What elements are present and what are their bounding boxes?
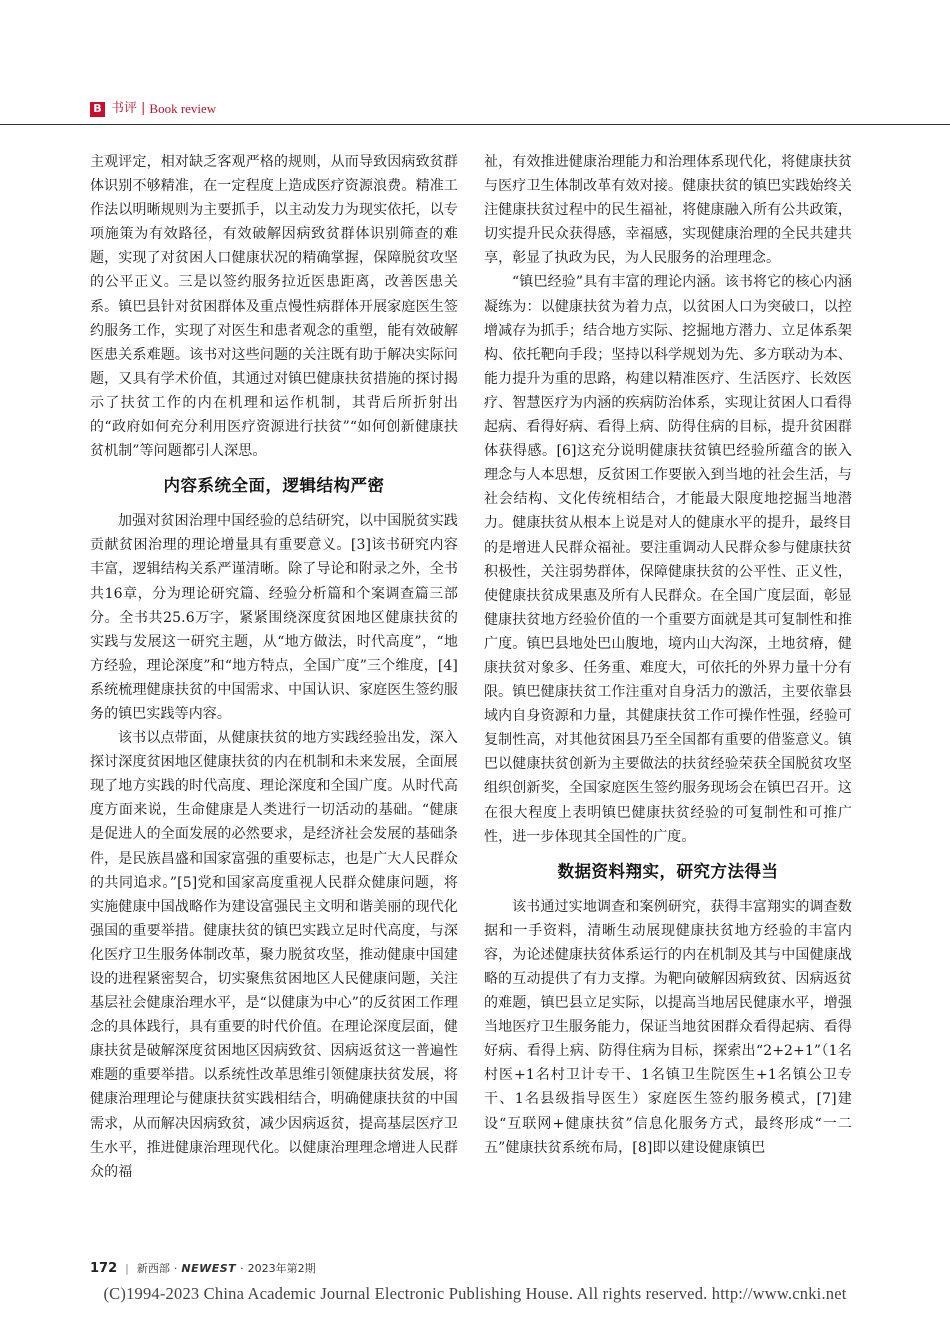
paragraph: 祉，有效推进健康治理能力和治理体系现代化，将健康扶贫与医疗卫生体制改革有效对接。健康扶贫的镇巴实践始终关注健康扶贫过程中的民生福祉，将健康融入所有公共政策，切实提升民众获得感，幸福感，实现健康治理的全民共建共享，彰显了执政为民，为人民服务的治理理念。 xyxy=(484,154,852,267)
right-column xyxy=(484,150,852,1160)
issue-label: 2023年第2期 xyxy=(247,1262,316,1275)
left-column xyxy=(90,150,458,1184)
footer-dot: · xyxy=(173,1261,178,1275)
page-header xyxy=(0,0,950,124)
paragraph: 加强对贫困治理中国经验的总结研究，以中国脱贫实践贡献贫困治理的理论增量具有重要意义。[3]该书研究内容丰富，逻辑结构关系严谨清晰。除了导论和附录之外，全书共16章，分为理论研究篇、经验分析篇和个案调查篇三部分。全书共25.6万字，紧紧围绕深度贫困地区健康扶贫的实践与发展这一研究主题，从“地方做法，时代高度”，“地方经验，理论深度”和“地方特点，全国广度”三个维度，[4]系统梳理健康扶贫的中国需求、中国认识、家庭医生签约服务的镇巴实践等内容。 xyxy=(90,513,458,722)
page-number: 172 xyxy=(90,1260,118,1276)
section-heading: 内容系统全面，逻辑结构严密 xyxy=(163,476,385,496)
journal-name-cn: 新西部 xyxy=(136,1262,170,1275)
section-label xyxy=(90,100,216,118)
section-title-cn: 书评 xyxy=(111,101,138,116)
section-separator: | xyxy=(141,101,146,116)
paragraph: “镇巴经验”具有丰富的理论内涵。该书将它的核心内涵凝练为：以健康扶贫为着力点，以贫困人口为突破口，以控增减存为抓手；结合地方实际、挖掘地方潜力、立足体系架构、依托靶向手段；坚持以科学规划为先、多方联动为本、能力提升为重的思路，构建以精准医疗、生活医疗、长效医疗、智慧医疗为内涵的疾病防治体系，实现让贫困人口看得起病、看得好病、看得上病、防得住病的目标，提升贫困群体获得感。[6]这充分说明健康扶贫镇巴经验所蕴含的嵌入理念与人本思想，反贫困工作要嵌入到当地的社会生活，与社会结构、文化传统相结合，才能最大限度地挖掘当地潜力。健康扶贫从根本上说是对人的健康水平的提升，最终目的是增进人民群众福祉。要注重调动人民群众参与健康扶贫积极性，关注弱势群体，保障健康扶贫的公平性、正义性，使健康扶贫成果惠及所有人民群众。在全国广度层面，彰显健康扶贫地方经验价值的一个重要方面就是其可复制性和推广度。镇巴县地处巴山腹地，境内山大沟深，土地贫瘠，健康扶贫对象多、任务重、难度大，可依托的外界力量十分有限。镇巴健康扶贫工作注重对自身活力的激活，主要依靠县域内自身资源和力量，其健康扶贫工作可操作性强，经验可复制性高，对其他贫困县乃至全国都有重要的借鉴意义。镇巴以健康扶贫创新为主要做法的扶贫经验荣获全国脱贫攻坚组织创新奖，全国家庭医生签约服务现场会在镇巴召开。这在很大程度上表明镇巴健康扶贫经验的可复制性和可推广性，进一步体现其全国性的广度。 xyxy=(484,274,852,845)
page-footer xyxy=(90,1258,316,1278)
section-title-en: Book review xyxy=(149,101,217,116)
header-divider xyxy=(0,124,950,125)
section-badge: B xyxy=(90,102,105,117)
copyright-notice: (C)1994-2023 China Academic Journal Electronic Publishing House. All rights reserved. http://www.cnki.net xyxy=(103,1284,847,1303)
footer-dot: · xyxy=(240,1261,244,1275)
section-heading: 数据资料翔实，研究方法得当 xyxy=(557,861,779,881)
paragraph: 该书通过实地调查和案例研究，获得丰富翔实的调查数据和一手资料，清晰生动展现健康扶贫地方经验的丰富内容，为论述健康扶贫体系运行的内在机制及其与中国健康战略的互动提供了有力支撑。为靶向破解因病致贫、因病返贫的难题，镇巴县立足实际，以提高当地居民健康水平，增强当地医疗卫生服务能力，保证当地贫困群众看得起病、看得好病、看得上病、防得住病为目标，探索出“2+2+1”（1名村医+1名村卫计专干、1名镇卫生院医生+1名镇公卫专干、1名县级指导医生）家庭医生签约服务模式，[7]建设“互联网+健康扶贫”信息化服务方式，最终形成“一二五”健康扶贫系统布局，[8]即以建设健康镇巴 xyxy=(484,898,852,1156)
journal-name-en: NEWEST xyxy=(181,1261,237,1275)
paragraph: 该书以点带面，从健康扶贫的地方实践经验出发，深入探讨深度贫困地区健康扶贫的内在机制和未来发展，全面展现了地方实践的时代高度、理论深度和全国广度。从时代高度方面来说，生命健康是人类进行一切活动的基础。“健康是促进人的全面发展的必然要求，是经济社会发展的基础条件，是民族昌盛和国家富强的重要标志，也是广大人民群众的共同追求。”[5]党和国家高度重视人民群众健康问题，将实施健康中国战略作为建设富强民主文明和谐美丽的现代化强国的重要举措。健康扶贫的镇巴实践立足时代高度，与深化医疗卫生服务体制改革，聚力脱贫攻坚，推动健康中国建设的进程紧密契合，切实聚焦贫困地区人民健康问题，关注基层社会健康治理水平，是“以健康为中心”的反贫困工作理念的具体践行，具有重要的时代价值。在理论深度层面，健康扶贫是破解深度贫困地区因病致贫、因病返贫这一普遍性难题的重要举措。以系统性改革思维引领健康扶贫发展，将健康治理理论与健康扶贫实践相结合，明确健康扶贫的中国需求，从而解决因病致贫，减少因病返贫，提高基层医疗卫生水平，推进健康治理现代化。以健康治理理念增进人民群众的福 xyxy=(90,730,458,1180)
paragraph: 主观评定，相对缺乏客观严格的规则，从而导致因病致贫群体识别不够精准，在一定程度上造成医疗资源浪费。精准工作法以明晰规则为主要抓手，以主动发力为现实依托，以专项施策为有效路径，有效破解因病致贫群体识别筛查的难题，实现了对贫困人口健康状况的精确掌握，保障脱贫攻坚的公平正义。三是以签约服务拉近医患距离，改善医患关系。镇巴县针对贫困群体及重点慢性病群体开展家庭医生签约服务工作，实现了对医生和患者观念的重塑，能有效破解医患关系难题。该书对这些问题的关注既有助于解决实际问题，又具有学术价值，其通过对镇巴健康扶贫措施的探讨揭示了扶贫工作的内在机理和运作机制，其背后所折射出的“政府如何充分利用医疗资源进行扶贫”“如何创新健康扶贫机制”等问题都引人深思。 xyxy=(90,154,458,460)
footer-separator: | xyxy=(125,1261,129,1275)
